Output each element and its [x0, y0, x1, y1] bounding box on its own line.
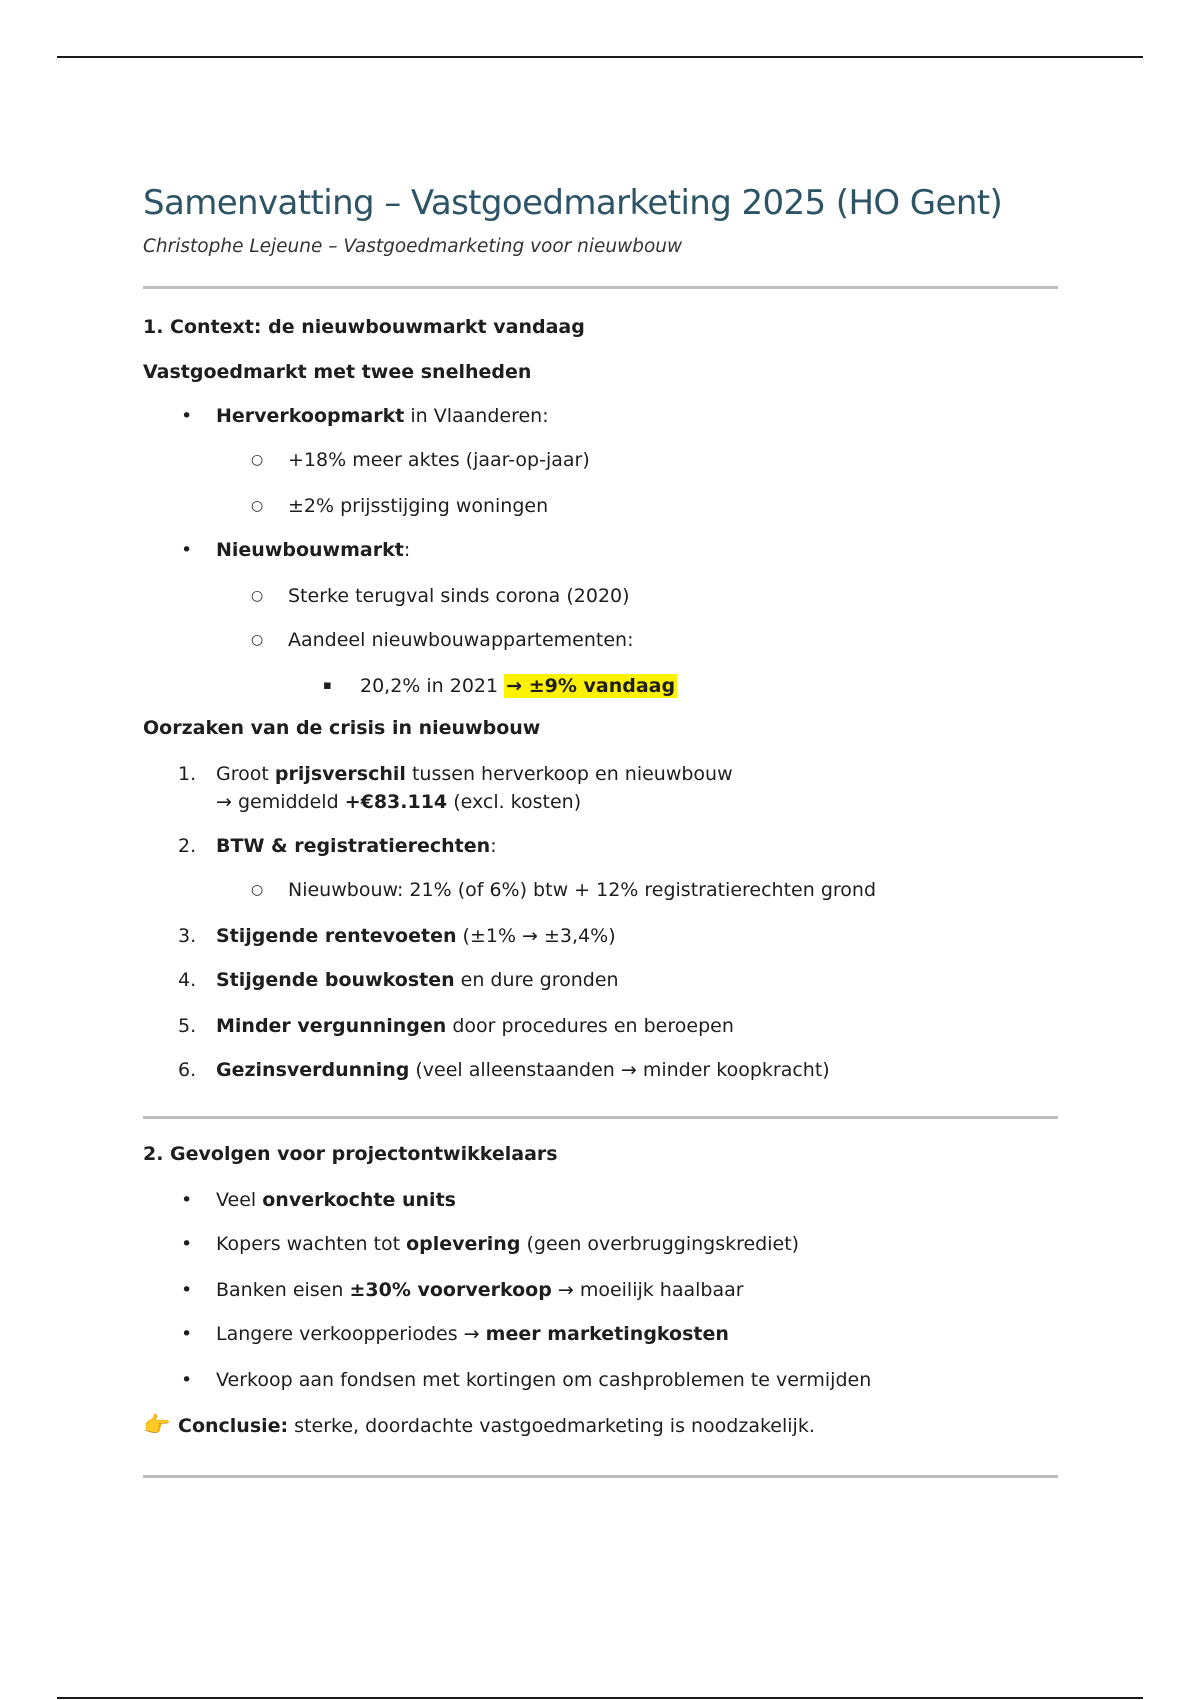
item-bold-text: prijsverschil — [274, 763, 406, 785]
item-text: Veel — [216, 1189, 263, 1211]
list-item — [143, 1014, 1058, 1038]
list-item — [143, 1278, 1058, 1302]
item-text: (excl. kosten) — [447, 791, 582, 813]
list-item — [143, 834, 1058, 858]
circle-bullet-icon: ○ — [251, 632, 264, 648]
list-item — [143, 1232, 1058, 1256]
item-text: ±2% prijsstijging woningen — [288, 495, 549, 517]
item-text: (veel alleenstaanden → minder koopkracht) — [409, 1059, 830, 1081]
list-number: 2. — [178, 835, 197, 857]
list-item — [143, 1058, 1058, 1082]
consequences-list — [143, 1188, 1058, 1392]
item-text: Groot — [216, 763, 275, 785]
circle-bullet-icon: ○ — [251, 882, 264, 898]
item-text: Nieuwbouw: 21% (of 6%) btw + 12% registratierechten grond — [288, 879, 876, 901]
item-text: door procedures en beroepen — [446, 1015, 734, 1037]
two-speeds-list — [143, 404, 1058, 698]
section-divider — [143, 1475, 1058, 1478]
item-bold-text: onverkochte units — [262, 1189, 456, 1211]
list-item — [143, 628, 1058, 652]
list-item — [143, 538, 1058, 562]
list-item — [143, 878, 1058, 902]
subhead-two-speeds: Vastgoedmarkt met twee snelheden — [143, 361, 532, 383]
list-item — [143, 494, 1058, 518]
item-text: (±1% → ±3,4%) — [456, 925, 616, 947]
conclusion-label: Conclusie: — [178, 1415, 289, 1437]
document-title: Samenvatting – Vastgoedmarketing 2025 (HO Gent) — [143, 183, 1003, 223]
document-content — [143, 182, 1058, 1478]
page-top-rule — [57, 56, 1143, 58]
list-item — [143, 404, 1058, 428]
item-bold-text: Nieuwbouwmarkt — [216, 539, 404, 561]
list-item — [143, 1322, 1058, 1346]
item-bold-text: oplevering — [406, 1233, 521, 1255]
section-divider — [143, 1116, 1058, 1119]
subhead-crisis-causes: Oorzaken van de crisis in nieuwbouw — [143, 717, 541, 739]
item-text: (geen overbruggingskrediet) — [520, 1233, 800, 1255]
item-bold-text: Herverkoopmarkt — [216, 405, 405, 427]
item-text: Kopers wachten tot — [216, 1233, 407, 1255]
item-text: en dure gronden — [454, 969, 619, 991]
item-text: Banken eisen — [216, 1279, 350, 1301]
item-text: : — [490, 835, 497, 857]
item-bold-text: Gezinsverdunning — [216, 1059, 410, 1081]
circle-bullet-icon: ○ — [251, 588, 264, 604]
list-item — [143, 584, 1058, 608]
list-item — [143, 448, 1058, 472]
list-number: 3. — [178, 925, 197, 947]
item-text: 20,2% in 2021 — [360, 675, 505, 697]
list-item — [143, 1368, 1058, 1392]
section-1-heading: 1. Context: de nieuwbouwmarkt vandaag — [143, 316, 585, 338]
item-bold-text: BTW & registratierechten — [216, 835, 491, 857]
item-bold-text: Stijgende rentevoeten — [216, 925, 457, 947]
page-bottom-rule — [57, 1697, 1143, 1699]
item-text: → gemiddeld — [216, 791, 345, 813]
item-bold-text: meer marketingkosten — [485, 1323, 729, 1345]
list-number: 6. — [178, 1059, 197, 1081]
circle-bullet-icon: ○ — [251, 498, 264, 514]
item-bold-text: Minder vergunningen — [216, 1015, 447, 1037]
list-number: 5. — [178, 1015, 197, 1037]
highlighted-text: → ±9% vandaag — [506, 675, 676, 697]
conclusion — [143, 1414, 1058, 1438]
square-bullet-icon: ▪ — [323, 678, 332, 693]
section-divider — [143, 286, 1058, 289]
item-text: Sterke terugval sinds corona (2020) — [288, 585, 630, 607]
item-bold-text: Stijgende bouwkosten — [216, 969, 455, 991]
item-text: +18% meer aktes (jaar-op-jaar) — [288, 449, 590, 471]
pointing-hand-icon: 👉 — [143, 1413, 171, 1438]
item-text: Verkoop aan fondsen met kortingen om cashproblemen te vermijden — [216, 1369, 872, 1391]
item-text: → moeilijk haalbaar — [551, 1279, 744, 1301]
section-2-heading: 2. Gevolgen voor projectontwikkelaars — [143, 1143, 558, 1165]
bullet-icon: • — [181, 1279, 193, 1301]
list-number: 4. — [178, 969, 197, 991]
item-bold-text: ±30% voorverkoop — [349, 1279, 552, 1301]
item-bold-text: +€83.114 — [344, 791, 448, 813]
document-subtitle: Christophe Lejeune – Vastgoedmarketing voor nieuwbouw — [143, 236, 683, 257]
item-text: in Vlaanderen: — [404, 405, 549, 427]
list-item — [143, 924, 1058, 948]
circle-bullet-icon: ○ — [251, 452, 264, 468]
list-item — [143, 1188, 1058, 1212]
bullet-icon: • — [181, 539, 193, 561]
item-text: : — [403, 539, 411, 561]
item-text: tussen herverkoop en nieuwbouw — [405, 763, 733, 785]
bullet-icon: • — [181, 1369, 193, 1391]
list-item — [143, 762, 1058, 814]
list-item — [143, 968, 1058, 992]
list-number: 1. — [178, 763, 197, 785]
bullet-icon: • — [181, 405, 193, 427]
bullet-icon: • — [181, 1189, 193, 1211]
item-text: Aandeel nieuwbouwappartementen: — [288, 629, 634, 651]
bullet-icon: • — [181, 1323, 193, 1345]
item-text: Langere verkoopperiodes → — [216, 1323, 486, 1345]
crisis-causes-list — [143, 762, 1058, 1082]
bullet-icon: • — [181, 1233, 193, 1255]
list-item — [143, 674, 1058, 698]
conclusion-text: sterke, doordachte vastgoedmarketing is noodzakelijk. — [288, 1415, 815, 1437]
item-line-2 — [216, 790, 581, 814]
